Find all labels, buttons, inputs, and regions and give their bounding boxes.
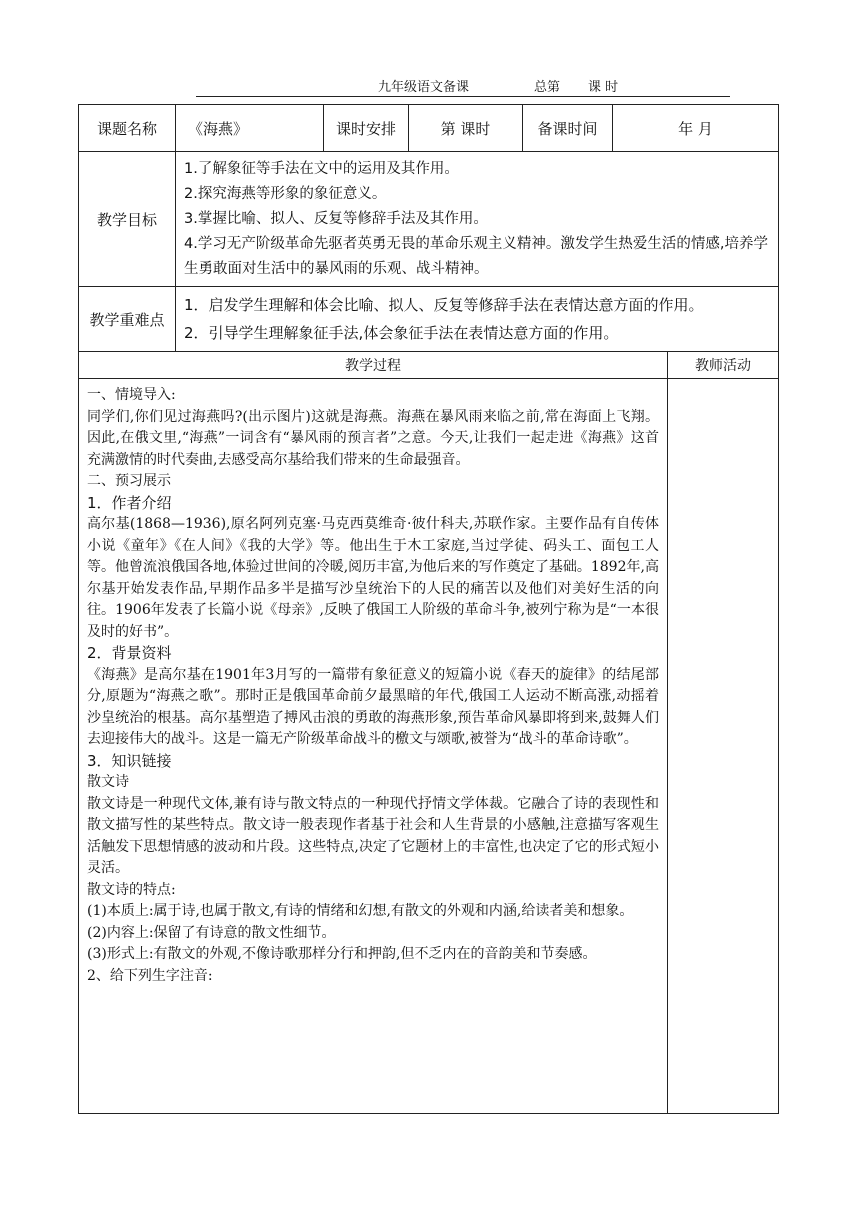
subheading: 3．知识链接	[87, 751, 172, 770]
goals-content	[176, 152, 779, 287]
process-header-row	[79, 352, 779, 379]
subheading: 散文诗	[87, 774, 129, 790]
keypoints-label: 教学重难点	[79, 287, 176, 352]
prep-label: 备课时间	[523, 105, 613, 152]
paragraph: (2)内容上:保留了有诗意的散文性细节。	[87, 924, 336, 941]
goal-item: 1.了解象征等手法在文中的运用及其作用。	[184, 161, 459, 177]
title-label: 课题名称	[79, 105, 176, 152]
title-value: 《海燕》	[176, 105, 324, 152]
teacher-activity-cell	[668, 379, 779, 1114]
schedule-value: 第 课时	[409, 105, 523, 152]
subheading: 2．背景资料	[87, 644, 172, 662]
keypoint-item: 2．引导学生理解象征手法,体会象征手法在表情达意方面的作用。	[184, 324, 619, 342]
section-heading: 二、预习展示	[87, 473, 171, 489]
paragraph: 《海燕》是高尔基在1901年3月写的一篇带有象征意义的短篇小说《春天的旋律》的结尾部分,原题为“海燕之歌”。那时正是俄国革命前夕最黑暗的年代,俄国工人运动不断高涨,动摇着沙皇统治的根基。高尔基塑造了搏风击浪的勇敢的海燕形象,预告革命风暴即将到来,鼓舞人们去迎接伟大的战斗。这是一篇无产阶级革命战斗的檄文与颂歌,被誉为“战斗的革命诗歌”。	[87, 666, 659, 747]
goals-label: 教学目标	[79, 152, 176, 287]
header-total: 总第	[534, 80, 561, 95]
paragraph: (1)本质上:属于诗,也属于散文,有诗的情绪和幻想,有散文的外观和内涵,给读者美和想象。	[87, 903, 634, 919]
header-course: 九年级语文备课	[378, 80, 470, 95]
schedule-label: 课时安排	[324, 105, 409, 152]
goal-item: 3.掌握比喻、拟人、反复等修辞手法及其作用。	[184, 211, 488, 227]
header-period: 课 时	[588, 80, 619, 95]
title-row	[79, 105, 779, 152]
process-header: 教学过程	[79, 352, 668, 379]
page-header	[196, 72, 730, 97]
paragraph: 同学们,你们见过海燕吗?(出示图片)这就是海燕。海燕在暴风雨来临之前,常在海面上飞翔。因此,在俄文里,“海燕”一词含有“暴风雨的预言者”之意。今天,让我们一起走进《海燕》这首充满激情的时代奏曲,去感受高尔基给我们带来的生命最强音。	[87, 408, 659, 468]
goal-item: 4.学习无产阶级革命先驱者英勇无畏的革命乐观主义精神。激发学生热爱生活的情感,培养学生勇敢面对生活中的暴风雨的乐观、战斗精神。	[184, 236, 768, 277]
goals-row	[79, 152, 779, 287]
keypoints-row	[79, 287, 779, 352]
goal-item: 2.探究海燕等形象的象征意义。	[184, 186, 387, 202]
process-content	[79, 379, 668, 1114]
paragraph: 高尔基(1868—1936),原名阿列克塞·马克西莫维奇·彼什科夫,苏联作家。主要作品有自传体小说《童年》《在人间》《我的大学》等。他出生于木工家庭,当过学徒、码头工、面包工人等。他曾流浪俄国各地,体验过世间的冷暖,阅历丰富,为他后来的写作奠定了基础。1892年,高尔基开始发表作品,早期作品多半是描写沙皇统治下的人民的痛苦以及他们对美好生活的向往。1906年发表了长篇小说《母亲》,反映了俄国工人阶级的革命斗争,被列宁称为是“一本很及时的好书”。	[87, 516, 659, 640]
subheading: 1．作者介绍	[87, 493, 172, 512]
teacher-activity-header: 教师活动	[668, 352, 779, 379]
prep-value: 年 月	[613, 105, 779, 152]
process-body-row	[79, 379, 779, 1114]
paragraph: 散文诗是一种现代文体,兼有诗与散文特点的一种现代抒情文学体裁。它融合了诗的表现性和散文描写性的某些特点。散文诗一般表现作者基于社会和人生背景的小感触,注意描写客观生活触发下思想情感的波动和片段。这些特点,决定了它题材上的丰富性,也决定了它的形式短小灵活。	[87, 795, 659, 876]
keypoints-content	[176, 287, 779, 352]
keypoint-item: 1．启发学生理解和体会比喻、拟人、反复等修辞手法在表情达意方面的作用。	[184, 296, 704, 314]
paragraph: (3)形式上:有散文的外观,不像诗歌那样分行和押韵,但不乏内在的音韵美和节奏感。	[87, 946, 597, 962]
section-heading: 2、给下列生字注音:	[87, 967, 213, 984]
paragraph: 散文诗的特点:	[87, 881, 176, 898]
lesson-plan-table	[78, 104, 779, 1114]
section-heading: 一、情境导入:	[87, 387, 176, 403]
